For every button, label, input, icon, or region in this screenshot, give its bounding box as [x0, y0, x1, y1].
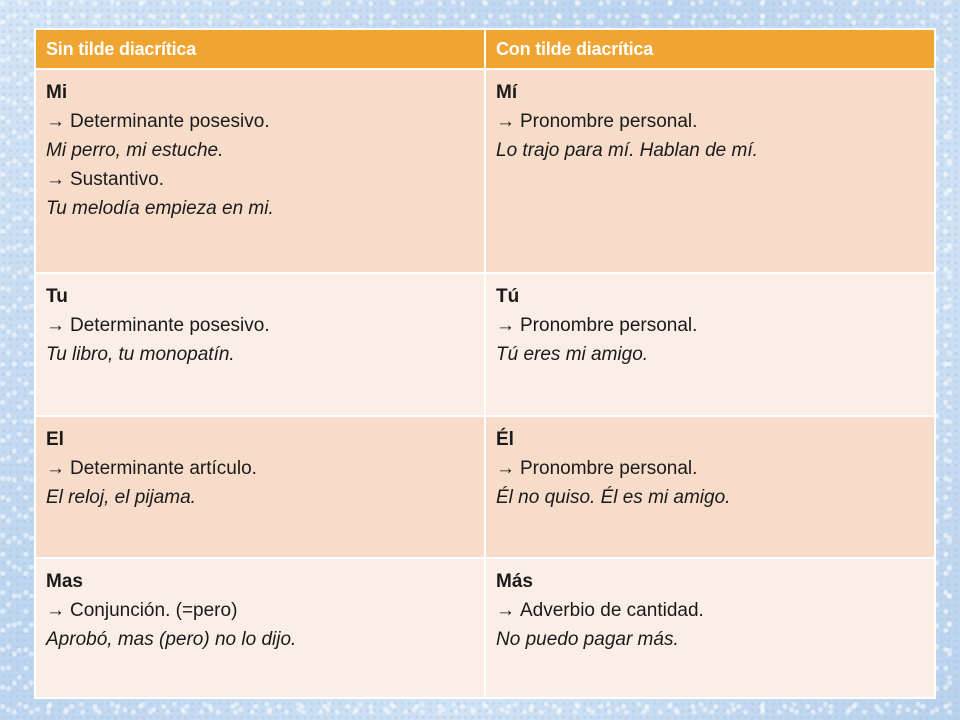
- example-text: Aprobó, mas (pero) no lo dijo.: [46, 629, 297, 650]
- header-con-tilde: Con tilde diacrítica: [485, 29, 935, 69]
- example-text: Tú eres mi amigo.: [496, 344, 649, 365]
- example-text: Él no quiso. Él es mi amigo.: [496, 487, 731, 508]
- definition-text: Sustantivo.: [70, 169, 164, 190]
- entry-word: Mas: [46, 571, 83, 592]
- table-row: [35, 558, 935, 698]
- definition-line: [46, 454, 484, 483]
- definition-line: [46, 107, 484, 136]
- example-text: Tu melodía empieza en mi.: [46, 198, 274, 219]
- cell-con-tilde: [485, 416, 935, 558]
- definition-text: Adverbio de cantidad.: [520, 600, 704, 621]
- example-text: El reloj, el pijama.: [46, 487, 196, 508]
- header-sin-tilde: Sin tilde diacrítica: [35, 29, 485, 69]
- definition-text: Determinante posesivo.: [70, 315, 270, 336]
- definition-text: Conjunción. (=pero): [70, 600, 238, 621]
- cell-sin-tilde: [35, 273, 485, 416]
- arrow-right-icon: →: [46, 169, 65, 190]
- table-row: [35, 273, 935, 416]
- entry-word: Mi: [46, 82, 68, 103]
- definition-line: [496, 596, 934, 625]
- table-header-row: [35, 29, 935, 69]
- definition-text: Pronombre personal.: [520, 315, 698, 336]
- definition-line: [496, 107, 934, 136]
- definition-line: [46, 311, 484, 340]
- table-row: [35, 69, 935, 273]
- definition-line: [496, 311, 934, 340]
- definition-text: Determinante posesivo.: [70, 111, 270, 132]
- definition-line: [46, 596, 484, 625]
- entry-word: Más: [496, 571, 533, 592]
- arrow-right-icon: →: [496, 315, 515, 336]
- cell-sin-tilde: [35, 416, 485, 558]
- definition-line: [496, 454, 934, 483]
- arrow-right-icon: →: [496, 458, 515, 479]
- entry-word: Mí: [496, 82, 518, 103]
- definition-text: Pronombre personal.: [520, 111, 698, 132]
- diacritic-table: [34, 28, 936, 699]
- example-text: Lo trajo para mí. Hablan de mí.: [496, 140, 758, 161]
- diacritic-table-container: [34, 28, 934, 662]
- entry-word: Él: [496, 429, 514, 450]
- cell-sin-tilde: [35, 558, 485, 698]
- cell-con-tilde: [485, 558, 935, 698]
- definition-text: Determinante artículo.: [70, 458, 257, 479]
- arrow-right-icon: →: [496, 600, 515, 621]
- entry-word: Tú: [496, 286, 520, 307]
- example-text: Tu libro, tu monopatín.: [46, 344, 235, 365]
- entry-word: Tu: [46, 286, 68, 307]
- cell-con-tilde: [485, 273, 935, 416]
- example-text: No puedo pagar más.: [496, 629, 679, 650]
- arrow-right-icon: →: [46, 315, 65, 336]
- entry-word: El: [46, 429, 64, 450]
- cell-con-tilde: [485, 69, 935, 273]
- arrow-right-icon: →: [46, 111, 65, 132]
- arrow-right-icon: →: [496, 111, 515, 132]
- example-text: Mi perro, mi estuche.: [46, 140, 224, 161]
- table-row: [35, 416, 935, 558]
- arrow-right-icon: →: [46, 458, 65, 479]
- definition-text: Pronombre personal.: [520, 458, 698, 479]
- arrow-right-icon: →: [46, 600, 65, 621]
- cell-sin-tilde: [35, 69, 485, 273]
- definition-line: [46, 165, 484, 194]
